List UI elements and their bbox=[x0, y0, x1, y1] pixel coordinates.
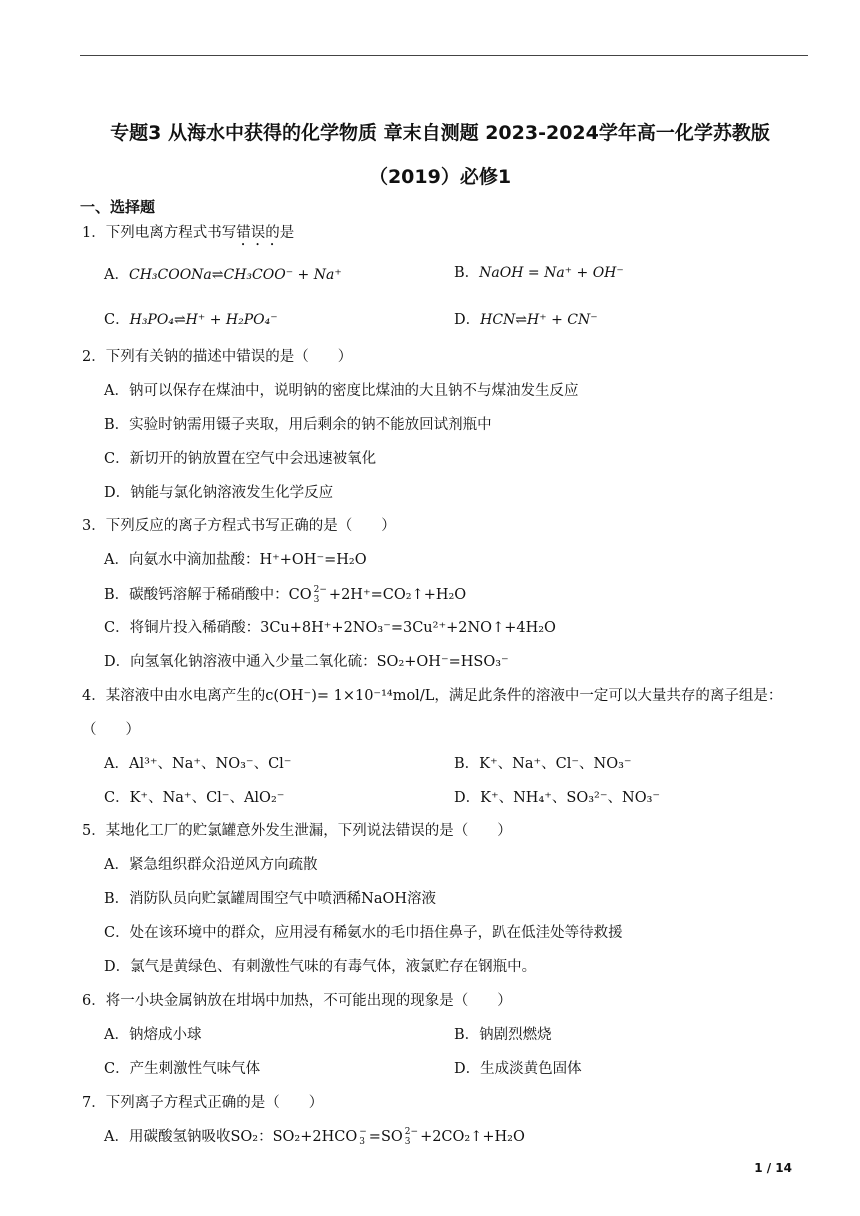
question-6-option-a[interactable]: A．钠熔成小球 bbox=[104, 1027, 202, 1043]
question-4-option-b[interactable]: B．K⁺、Na⁺、Cl⁻、NO₃⁻ bbox=[454, 756, 632, 772]
page-number: 1 / 14 bbox=[754, 1161, 792, 1175]
question-6-option-c[interactable]: C．产生刺激性气味气体 bbox=[104, 1061, 261, 1077]
question-2-option-b[interactable]: B．实验时钠需用镊子夹取，用后剩余的钠不能放回试剂瓶中 bbox=[104, 417, 492, 433]
doc-title-line2: （2019）必修1 bbox=[368, 166, 512, 188]
option-label: C． bbox=[104, 312, 130, 328]
ion-charge-stack bbox=[405, 1127, 418, 1147]
option-text: B．碳酸钙溶解于稀硝酸中：CO bbox=[104, 587, 312, 603]
question-5-option-b[interactable]: B．消防队员向贮氯罐周围空气中喷洒稀NaOH溶液 bbox=[104, 891, 437, 907]
question-4-option-a[interactable]: A．Al³⁺、Na⁺、NO₃⁻、Cl⁻ bbox=[104, 756, 292, 772]
question-2-option-c[interactable]: C．新切开的钠放置在空气中会迅速被氧化 bbox=[104, 451, 377, 467]
question-1-option-a[interactable] bbox=[104, 268, 342, 283]
ion-subscript: 3 bbox=[404, 1137, 411, 1147]
ion-charge: − bbox=[359, 1127, 367, 1137]
option-label: A． bbox=[104, 267, 129, 283]
question-6-stem: 6．将一小块金属钠放在坩埚中加热，不可能出现的现象是（ ） bbox=[82, 993, 512, 1009]
question-7-stem: 7．下列离子方程式正确的是（ ） bbox=[82, 1095, 324, 1111]
ion-charge: 2− bbox=[313, 585, 327, 595]
question-5-option-d[interactable]: D．氯气是黄绿色、有刺激性气味的有毒气体，液氯贮存在钢瓶中。 bbox=[104, 959, 537, 975]
option-formula: CH₃COONa⇌CH₃COO⁻ + Na⁺ bbox=[128, 267, 342, 283]
question-3-stem: 3．下列反应的离子方程式书写正确的是（ ） bbox=[82, 518, 396, 534]
option-text: A．用碳酸氢钠吸收SO₂：SO₂+2HCO bbox=[104, 1129, 358, 1145]
ion-charge: 2− bbox=[404, 1127, 419, 1137]
question-6-option-d[interactable]: D．生成淡黄色固体 bbox=[454, 1061, 582, 1077]
option-formula: NaOH = Na⁺ + OH⁻ bbox=[479, 265, 624, 281]
option-text: +2CO₂↑+H₂O bbox=[420, 1129, 525, 1145]
question-4-option-d[interactable]: D．K⁺、NH₄⁺、SO₃²⁻、NO₃⁻ bbox=[454, 790, 661, 806]
question-3-option-b[interactable] bbox=[104, 585, 466, 605]
section-heading: 一、选择题 bbox=[80, 198, 156, 216]
doc-title-line1: 专题3 从海水中获得的化学物质 章末自测题 2023-2024学年高一化学苏教版 bbox=[110, 122, 770, 144]
option-formula: H₃PO₄⇌H⁺ + H₂PO₄⁻ bbox=[129, 312, 278, 328]
ion-charge-stack bbox=[359, 1127, 367, 1147]
question-1-option-b[interactable] bbox=[454, 266, 624, 281]
question-4-option-c[interactable]: C．K⁺、Na⁺、Cl⁻、AlO₂⁻ bbox=[104, 790, 285, 806]
question-1-stem bbox=[82, 225, 294, 249]
question-4-stem-cont: （ ） bbox=[82, 722, 140, 738]
question-5-option-a[interactable]: A．紧急组织群众沿逆风方向疏散 bbox=[104, 857, 318, 873]
question-3-option-c[interactable]: C．将铜片投入稀硝酸：3Cu+8H⁺+2NO₃⁻=3Cu²⁺+2NO↑+4H₂O bbox=[104, 620, 556, 636]
option-label: D． bbox=[454, 312, 481, 328]
question-1-stem-pre: 1．下列电离方程式书写 bbox=[82, 225, 237, 241]
question-1-option-c[interactable] bbox=[104, 313, 278, 328]
option-label: B． bbox=[454, 265, 480, 281]
question-2-option-d[interactable]: D．钠能与氯化钠溶液发生化学反应 bbox=[104, 485, 334, 501]
question-2-option-a[interactable]: A．钠可以保存在煤油中，说明钠的密度比煤油的大且钠不与煤油发生反应 bbox=[104, 383, 579, 399]
question-6-option-b[interactable]: B．钠剧烈燃烧 bbox=[454, 1027, 552, 1043]
question-7-option-a[interactable] bbox=[104, 1127, 525, 1147]
question-1-stem-post: 是 bbox=[279, 225, 295, 241]
question-3-option-d[interactable]: D．向氢氧化钠溶液中通入少量二氧化硫：SO₂+OH⁻=HSO₃⁻ bbox=[104, 654, 509, 670]
question-1-option-d[interactable] bbox=[454, 313, 598, 328]
ion-subscript: 3 bbox=[359, 1137, 365, 1147]
ion-charge-stack bbox=[314, 585, 327, 605]
option-text: =SO bbox=[368, 1129, 403, 1145]
question-1-stem-emphasis: 错误的 bbox=[236, 225, 280, 241]
ion-subscript: 3 bbox=[313, 595, 320, 605]
question-2-stem: 2．下列有关钠的描述中错误的是（ ） bbox=[82, 349, 353, 365]
header-rule bbox=[80, 55, 808, 56]
question-4-stem: 4．某溶液中由水电离产生的c(OH⁻)= 1×10⁻¹⁴mol/L，满足此条件的溶液中一定可以大量共存的离子组是： bbox=[82, 688, 783, 704]
option-formula: HCN⇌H⁺ + CN⁻ bbox=[480, 312, 598, 328]
question-5-stem: 5．某地化工厂的贮氯罐意外发生泄漏，下列说法错误的是（ ） bbox=[82, 823, 512, 839]
question-3-option-a[interactable]: A．向氨水中滴加盐酸：H⁺+OH⁻=H₂O bbox=[104, 552, 367, 568]
option-text: +2H⁺=CO₂↑+H₂O bbox=[328, 587, 467, 603]
question-5-option-c[interactable]: C．处在该环境中的群众，应用浸有稀氨水的毛巾捂住鼻子，趴在低洼处等待救援 bbox=[104, 925, 623, 941]
